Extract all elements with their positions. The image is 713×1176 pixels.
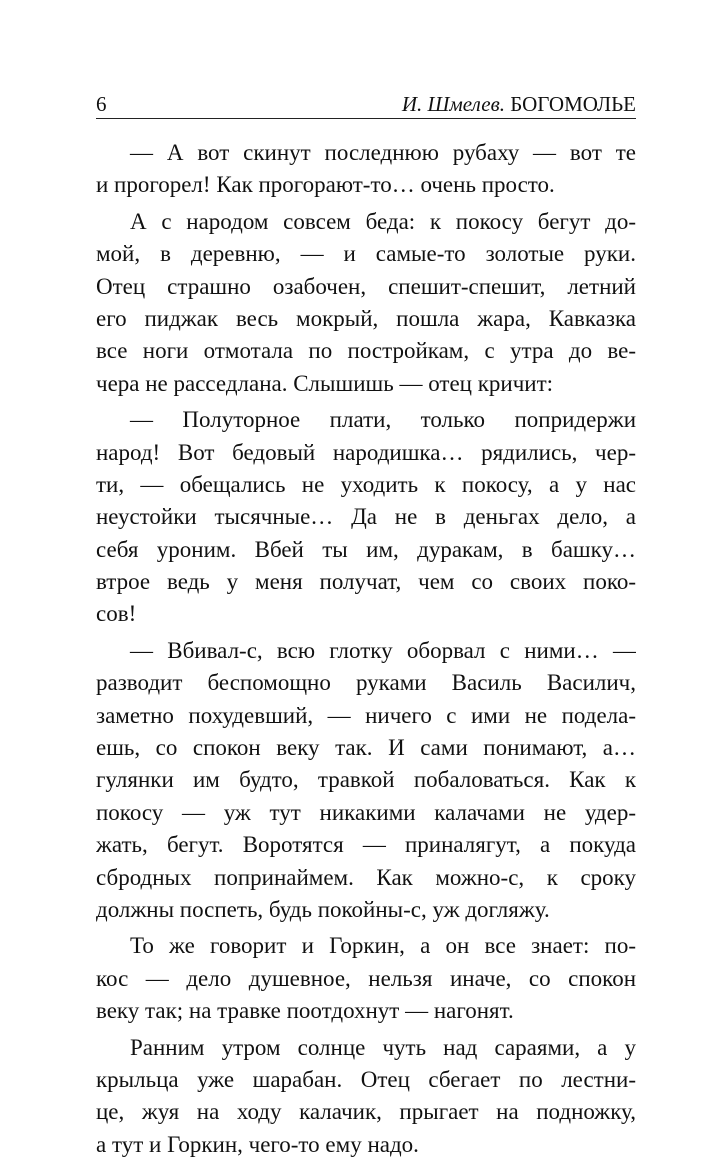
text-line: сбродных попринаймем. Как можно-с, к сроку [96,864,636,890]
text-line: неустойки тысячные… Да не в деньгах дело, а [96,504,636,530]
text-line: втрое ведь у меня получат, чем со своих поко- [96,569,636,595]
text-line: разводит беспомощно руками Василь Василич, [96,670,636,696]
text-line: кос — дело душевное, нельзя иначе, со спокон [96,965,636,991]
text-line: а тут и Горкин, чего-то ему надо. [96,1131,419,1157]
text-line: должны поспеть, будь покойны-с, уж догляжу. [96,896,550,922]
text-line: — Вбивал-с, всю глотку оборвал с ними… — [130,637,636,663]
text-line: сов! [96,601,137,627]
running-head-title: БОГОМОЛЬЕ [510,92,636,116]
text-line: ти, — обещались не уходить к покосу, а у нас [96,471,636,497]
text-line: народ! Вот бедовый народишка… рядились, чер- [96,439,636,465]
text-line: жать, бегут. Воротятся — приналягут, а покуда [96,832,636,858]
body-text [96,137,636,1161]
text-line: це, жуя на ходу калачик, прыгает на подножку, [96,1099,636,1125]
text-line: заметно похудевший, — ничего с ими не подела- [96,702,636,728]
text-line: — Полуторное плати, только попридержи [130,407,636,433]
text-line: и прогорел! Как прогорают-то… очень просто. [96,172,555,198]
page-header [96,90,636,119]
page-number: 6 [96,92,107,116]
text-line: Ранним утром солнце чуть над сараями, а у [130,1034,636,1060]
running-head [402,92,636,117]
text-line: То же говорит и Горкин, а он все знает: по- [130,933,636,959]
text-line: ешь, со спокон веку так. И сами понимают, а… [96,735,636,761]
running-head-author: И. Шмелев. [401,92,505,116]
text-line: гулянки им будто, травкой побаловаться. Как к [96,767,636,793]
text-line: себя уроним. Вбей ты им, дуракам, в башку… [96,536,636,562]
text-line: — А вот скинут последнюю рубаху — вот те [130,140,636,165]
text-line: А с народом совсем беда: к покосу бегут до- [130,208,636,234]
text-line: его пиджак весь мокрый, пошла жара, Кавказка [96,305,636,331]
text-line: все ноги отмотала по постройкам, с утра до ве- [96,338,636,364]
text-line: покосу — уж тут никакими калачами не удер- [96,799,636,825]
text-line: мой, в деревню, — и самые-то золотые руки. [96,241,636,267]
text-line: веку так; на травке поотдохнут — нагонят. [96,998,514,1024]
text-line: крыльца уже шарабан. Отец сбегает по лестни- [96,1066,636,1092]
text-line: Отец страшно озабочен, спешит-спешит, летний [96,273,636,299]
text-line: чера не расседлана. Слышишь — отец кричит: [96,370,554,396]
